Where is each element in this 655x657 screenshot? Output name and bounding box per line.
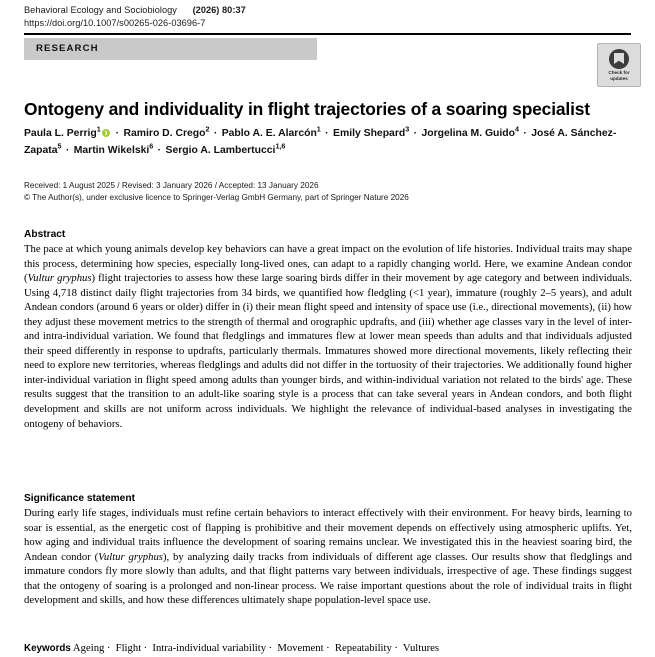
journal-header: [24, 4, 246, 29]
author-affiliation-marker: 3: [405, 124, 410, 134]
author-affiliation-marker: 6: [149, 141, 154, 151]
author-entry: [333, 124, 410, 139]
author-entry: [123, 124, 210, 139]
author-separator: ·: [210, 128, 221, 139]
abstract-text-part2: ) flight trajectories to assess how these large soaring birds differ in their movement by age category and between individuals. Using 4,718 distinct daily flight trajectories from 34 birds, we quantified how fledgling (<1 year), immature (roughly 2–5 years), and adult Andean condors (around 6 years or older) differ in (i) their mean flight speed and intensity of space use (i.e., directional movements), (ii) how they adjust these movement metrics to the strength of thermal and orographic updrafts, and (iii) whether age classes vary in the level of inter- and intra-individual variation. We found that fledglings and immatures flew at lower mean speeds than adults and that individuals adjusted their speed differently in response to updrafts, particularly thermals. Immatures showed more directional movements, likely reflecting their need to explore new territories, whereas fledglings and adults did not differ in the tortuosity of their trajectories. We additionally found higher inter-individual variation in flight speed among adults than younger birds, and within-individual variation not related to the birds' age. These results suggest that the transition to an adult-like soaring style is a process that can take several years in Andean condors, and both flight development and skills are not uniform across individuals. We highlight the relevance of individual-based analyses in investigating the ontogeny of behaviors.: [24, 272, 632, 430]
author-affiliation-marker: 5: [57, 141, 62, 151]
author-affiliation-marker: 2: [205, 124, 210, 134]
author-affiliation-marker: 4: [514, 124, 519, 134]
keyword-item[interactable]: Flight: [115, 642, 142, 654]
author-list: [24, 126, 624, 159]
author-entry: [221, 124, 321, 139]
author-entry: [421, 124, 519, 139]
article-type-label: RESEARCH: [36, 43, 99, 54]
keyword-separator: ·: [394, 642, 398, 654]
journal-name: Behavioral Ecology and Sociobiology: [24, 5, 177, 15]
orcid-icon[interactable]: [102, 129, 110, 137]
keywords-items: [73, 642, 439, 654]
keyword-item[interactable]: Vultures: [402, 642, 440, 654]
author-affiliation-marker: 1: [316, 124, 321, 134]
author-separator: ·: [322, 128, 332, 139]
journal-header-line: [24, 4, 246, 17]
author-name: Ramiro D. Crego: [123, 128, 206, 139]
author-name: Martin Wikelski: [73, 144, 150, 156]
crossmark-label-line2: updates: [610, 75, 628, 81]
author-affiliation-marker: 1: [96, 124, 101, 134]
significance-text-part1: During early life stages, individuals must refine certain behaviors to interact effectively with their environment. For heavy birds, learning to soar is essential, as the energetic cost of flapping is prohibitive and their movement depends on effectively using atmospheric uplifts. Yet, how aging and individual traits influence the development of soaring remains unclear. We investigated this in the heaviest soaring bird, the Andean condor (: [24, 507, 632, 563]
significance-statement-section: [24, 493, 632, 608]
keyword-separator: ·: [143, 642, 148, 654]
crossmark-label: [598, 70, 640, 81]
crossmark-label-line1: Check for: [608, 70, 630, 75]
author-name: Emily Shepard: [333, 128, 406, 139]
abstract-heading: Abstract: [24, 229, 66, 240]
author-separator: ·: [63, 144, 73, 156]
abstract-section: [24, 229, 632, 431]
author-affiliation-marker: 1,6: [275, 141, 286, 151]
keywords-line: [24, 641, 632, 657]
publication-metadata: [24, 180, 409, 205]
check-for-updates-badge[interactable]: [597, 43, 641, 87]
author-separator: ·: [410, 128, 420, 139]
keyword-separator: ·: [326, 642, 330, 654]
page-title: Ontogeny and individuality in flight trajectories of a soaring specialist: [24, 98, 590, 119]
author-name: Jorgelina M. Guido: [421, 128, 515, 139]
author-separator: ·: [154, 144, 165, 156]
author-separator: ·: [112, 128, 122, 139]
significance-species-name: Vultur gryphus: [98, 550, 163, 563]
keyword-separator: ·: [268, 642, 273, 654]
author-name: José A. Sánchez-Zapata: [24, 128, 617, 156]
author-name: Paula L. Perrig: [24, 128, 97, 139]
crossmark-icon: [609, 49, 629, 69]
author-entry: [24, 124, 111, 139]
author-entry: [73, 141, 154, 156]
keyword-item[interactable]: Movement: [277, 642, 324, 654]
keyword-item[interactable]: Ageing: [72, 642, 105, 654]
significance-heading: Significance statement: [24, 493, 135, 504]
journal-volume-issue: (2026) 80:37: [192, 5, 246, 15]
keyword-item[interactable]: Intra-individual variability: [152, 642, 267, 654]
journal-doi-link[interactable]: https://doi.org/10.1007/s00265-026-03696-7: [24, 17, 206, 28]
significance-text: [24, 506, 632, 608]
copyright-line: © The Author(s), under exclusive licence to Springer-Verlag GmbH Germany, part of Springer Nature 2026: [24, 193, 409, 203]
abstract-text-part1: The pace at which young animals develop key behaviors can have a great impact on the evolution of life histories. Individual traits may shape this process, determining how species, especially long-lived ones, can adapt to a rapidly changing world. Here, we examine Andean condor (: [24, 243, 632, 285]
keyword-item[interactable]: Repeatability: [334, 642, 392, 654]
abstract-text: [24, 242, 632, 431]
keywords-label: Keywords: [24, 643, 71, 654]
header-divider-rule: [24, 33, 631, 35]
publication-dates: Received: 1 August 2025 / Revised: 3 January 2026 / Accepted: 13 January 2026: [24, 181, 319, 190]
author-separator: ·: [520, 128, 530, 139]
keyword-separator: ·: [106, 642, 111, 654]
author-line-1: [24, 124, 531, 139]
abstract-species-name: Vultur gryphus: [27, 272, 92, 285]
significance-text-part2: ), by analyzing daily tracks from individuals of different age classes. Our results show that fledglings and immature condors fly more slowly than adults, and that flight patterns vary between individuals, irrespective of age. These findings suggest that the ontogeny of soaring is a prolonged and non-linear process. We raise important questions about the role of individual traits in flight development and skills, and how these differences ultimately shape population-level space use.: [24, 550, 632, 607]
author-name: Pablo A. E. Alarcón: [221, 128, 317, 139]
author-name: Sergio A. Lambertucci: [165, 144, 276, 156]
author-entry: [165, 141, 286, 156]
